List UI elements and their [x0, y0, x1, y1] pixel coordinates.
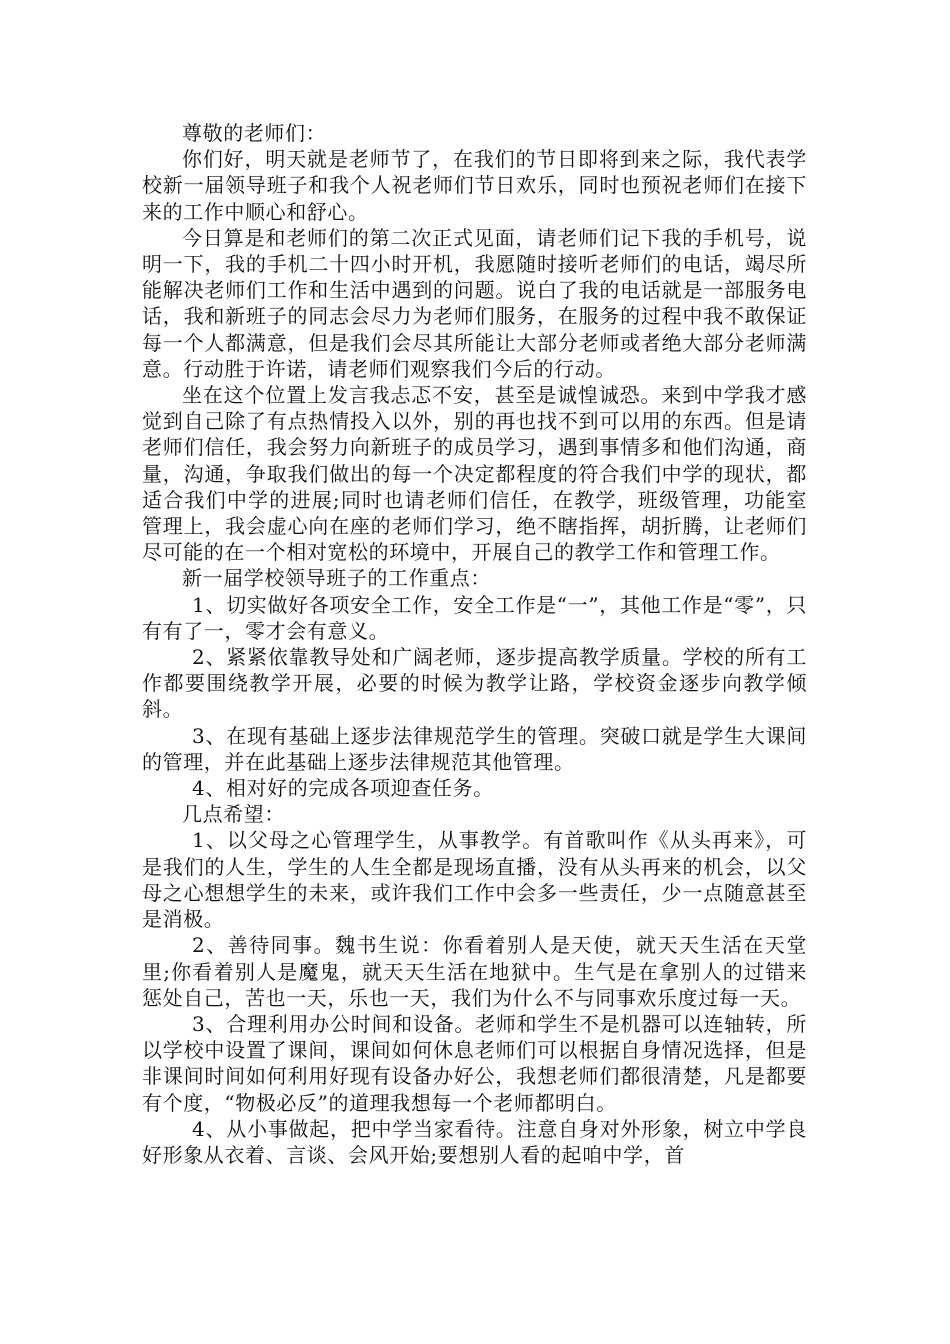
priorities-heading: 新一届学校领导班子的工作重点： [182, 566, 491, 591]
priority-item: 1、切实做好各项安全工作，安全工作是“一”，其他工作是“零”，只有有了一，零才会有意义。 [142, 592, 807, 643]
salutation: 尊敬的老师们： [182, 121, 327, 145]
hope-item: 2、善待同事。魏书生说：你看着别人是天使，就天天生活在天堂里;你看着别人是魔鬼，就天天生活在地狱中。生气是在拿别人的过错来惩处自己，苦也一天，乐也一天，我们为什么不与同事欢乐度过每一天。 [142, 933, 807, 1010]
document-body [142, 120, 807, 1168]
paragraph-greeting: 你们好，明天就是老师节了，在我们的节日即将到来之际，我代表学校新一届领导班子和我个人祝老师们节日欢乐，同时也预祝老师们在接下来的工作中顺心和舒心。 [142, 147, 807, 224]
paragraph-phone: 今日算是和老师们的第二次正式见面，请老师们记下我的手机号，说明一下，我的手机二十四小时开机，我愿随时接听老师们的电话，竭尽所能解决老师们工作和生活中遇到的问题。说白了我的电话就是一部服务电话，我和新班子的同志会尽力为老师们服务，在服务的过程中我不敢保证每一个人都满意，但是我们会尽其所能让大部分老师或者绝大部分老师满意。行动胜于许诺，请老师们观察我们今后的行动。 [142, 225, 807, 381]
priority-item: 2、紧紧依靠教导处和广阔老师，逐步提高教学质量。学校的所有工作都要围绕教学开展，必要的时候为教学让路，学校资金逐步向教学倾斜。 [142, 645, 807, 722]
paragraph-humility: 坐在这个位置上发言我忐忑不安，甚至是诚惶诚恐。来到中学我才感觉到自己除了有点热情投入以外，别的再也找不到可以用的东西。但是请老师们信任，我会努力向新班子的成员学习，遇到事情多和他们沟通，商量，沟通，争取我们做出的每一个决定都程度的符合我们中学的现状，都适合我们中学的进展;同时也请老师们信任，在教学，班级管理，功能室管理上，我会虚心向在座的老师们学习，绝不瞎指挥，胡折腾，让老师们尽可能的在一个相对宽松的环境中，开展自己的教学工作和管理工作。 [142, 383, 807, 565]
priority-item: 4、相对好的完成各项迎查任务。 [192, 776, 494, 801]
hope-item: 3、合理利用办公时间和设备。老师和学生不是机器可以连轴转，所以学校中设置了课间，课间如何休息老师们可以根据自身情况选择，但是非课间时间如何利用好现有设备办好公，我想老师们都很清楚，凡是都要有个度，“物极必反”的道理我想每一个老师都明白。 [142, 1011, 807, 1115]
priority-item: 3、在现有基础上逐步法律规范学生的管理。突破口就是学生大课间的管理，并在此基础上逐步法律规范其他管理。 [142, 723, 807, 774]
hopes-heading: 几点希望： [182, 802, 285, 827]
hope-item: 4、从小事做起，把中学当家看待。注意自身对外形象，树立中学良好形象从衣着、言谈、会风开始;要想别人看的起咱中学，首 [142, 1116, 807, 1167]
hope-item: 1、以父母之心管理学生，从事教学。有首歌叫作《从头再来》，可是我们的人生，学生的人生全都是现场直播，没有从头再来的机会，以父母之心想想学生的未来，或许我们工作中会多一些责任，少一点随意甚至是消极。 [142, 828, 807, 932]
